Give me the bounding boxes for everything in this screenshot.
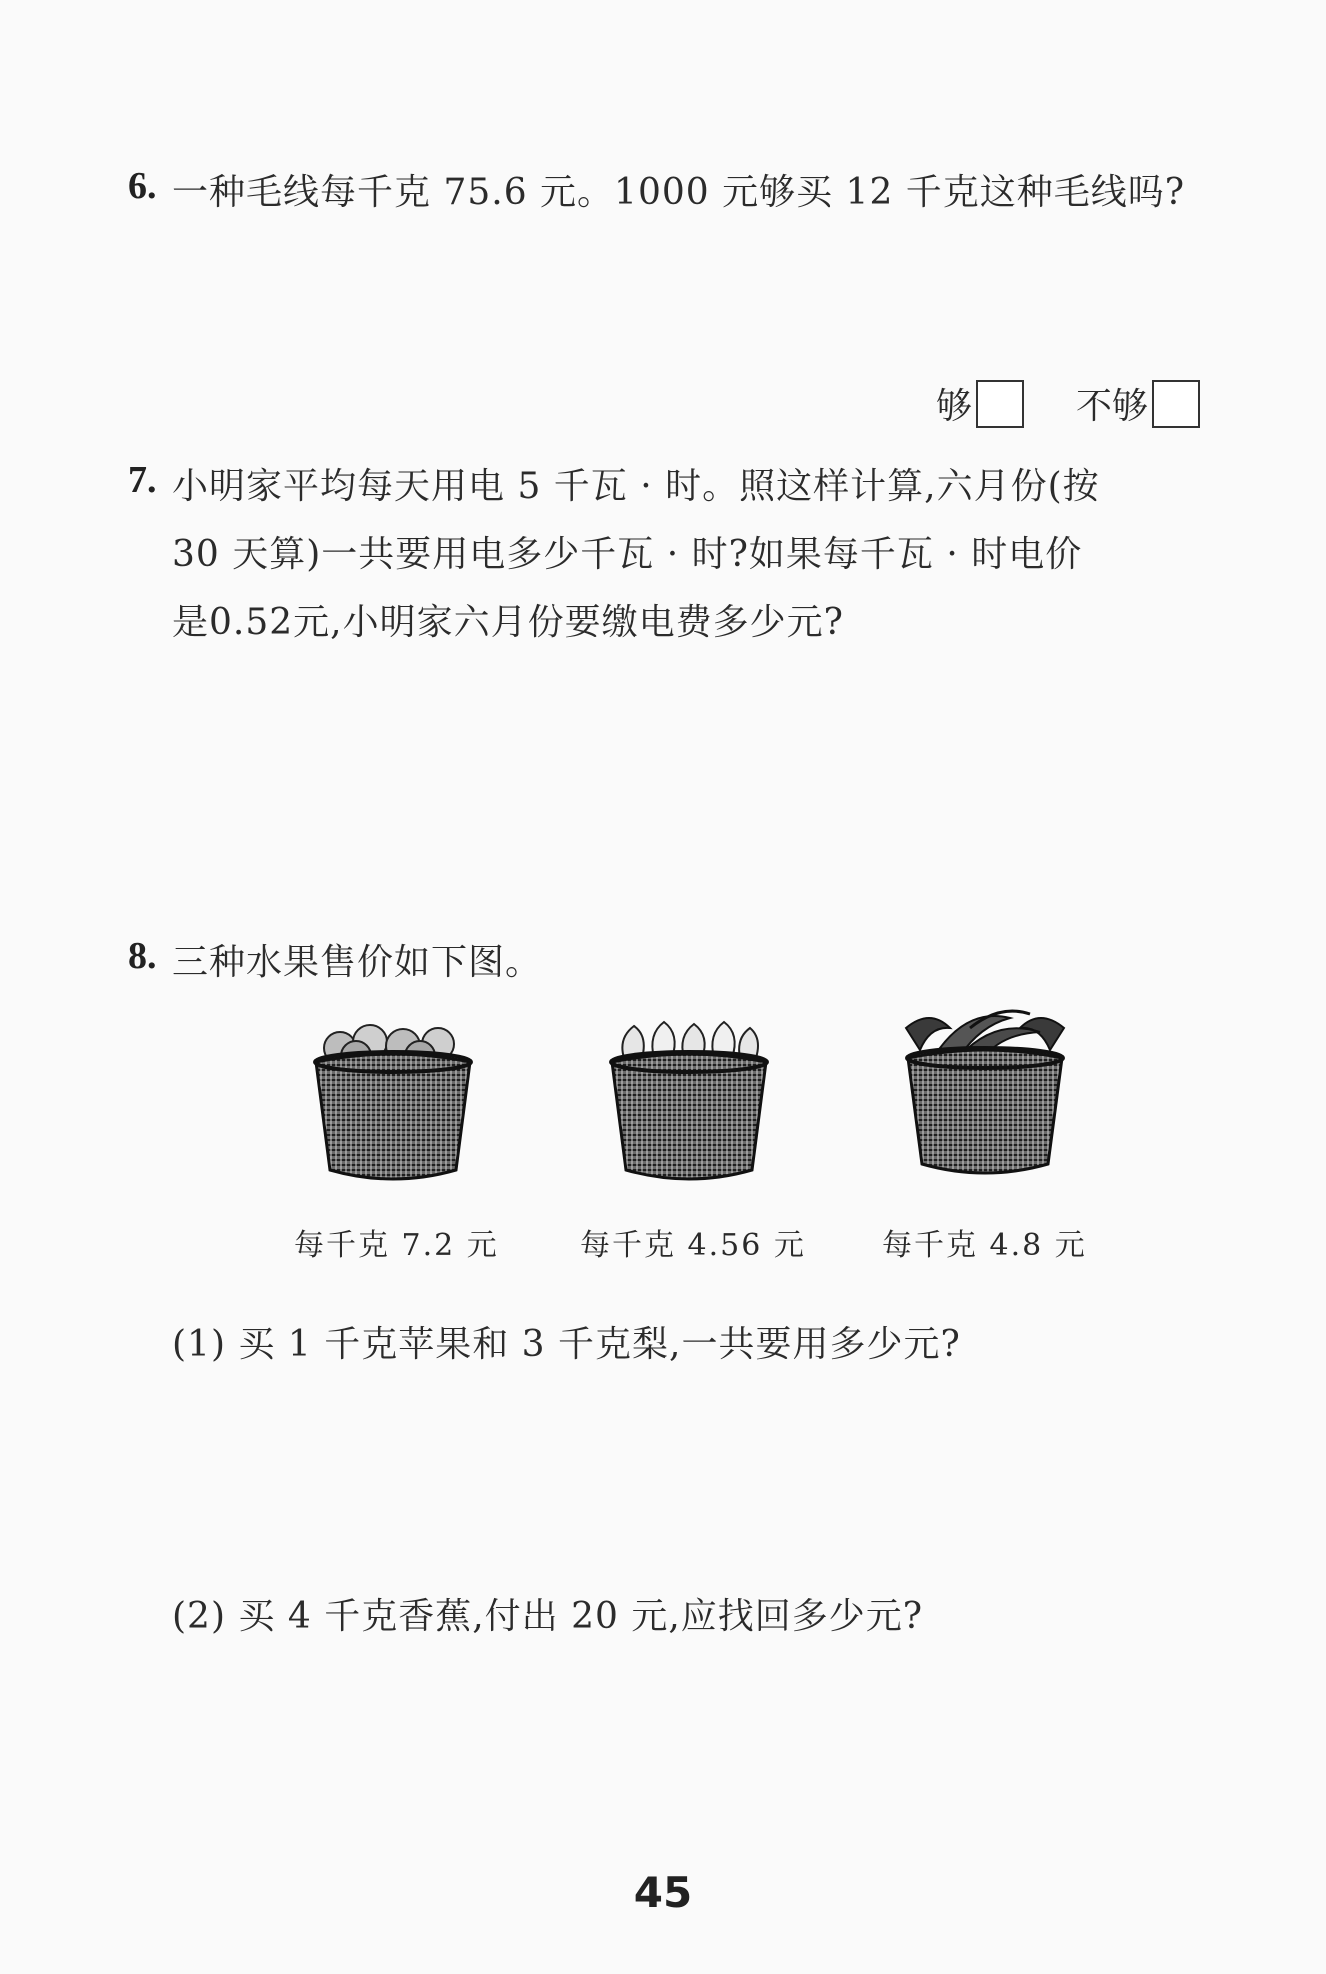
pear-basket-icon [604,1008,774,1188]
banana-price: 每千克 4.8 元 [882,1228,1087,1263]
page-number: 45 [633,1868,693,1917]
banana-basket-icon [900,998,1070,1178]
question-8-number: 8. [128,935,157,977]
question-8-intro: 三种水果售价如下图。 [172,942,543,983]
question-6-text: 一种毛线每千克 75.6 元。1000 元够买 12 千克这种毛线吗? [172,172,1186,213]
question-7-line-1: 小明家平均每天用电 5 千瓦 · 时。照这样计算,六月份(按 [172,466,1100,507]
question-7-line-3: 是0.52元,小明家六月份要缴电费多少元? [172,602,844,643]
choice-not-enough [1076,378,1200,429]
question-8-sub-2: (2) 买 4 千克香蕉,付出 20 元,应找回多少元? [172,1596,924,1637]
choice-enough-label: 够 [936,386,973,427]
choice-not-enough-label: 不够 [1076,386,1149,427]
pear-price: 每千克 4.56 元 [580,1228,806,1263]
choice-enough [936,378,1024,429]
apple-basket-icon [308,1008,478,1188]
checkbox-not-enough[interactable] [1152,380,1200,428]
question-7-line-2: 30 天算)一共要用电多少千瓦 · 时?如果每千瓦 · 时电价 [172,534,1083,575]
checkbox-enough[interactable] [976,380,1024,428]
question-8-sub-1: (1) 买 1 千克苹果和 3 千克梨,一共要用多少元? [172,1324,961,1365]
question-6-number: 6. [128,165,157,207]
question-7-number: 7. [128,459,157,501]
apple-price: 每千克 7.2 元 [294,1228,499,1263]
